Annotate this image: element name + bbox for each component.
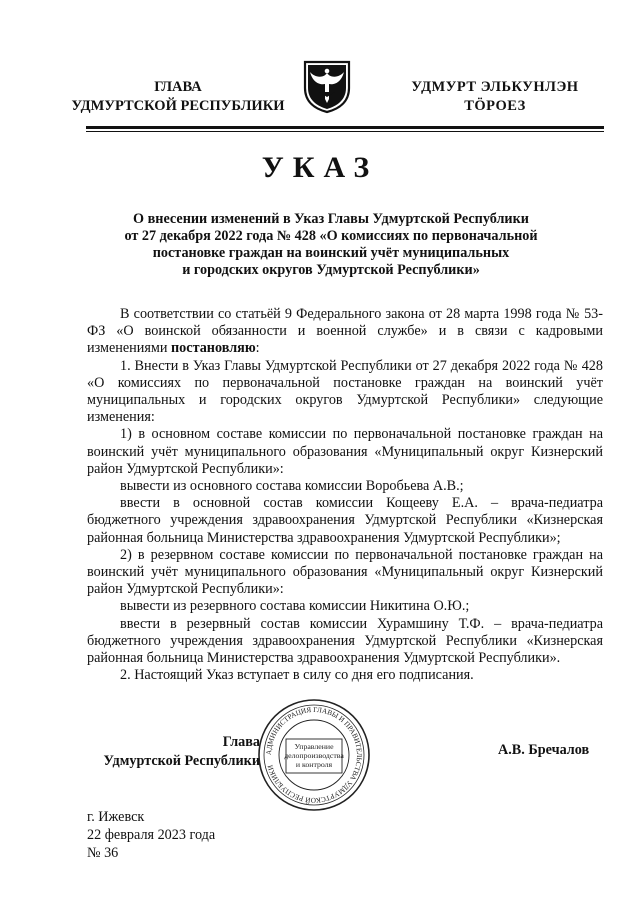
body-paragraph: вывести из основного состава комиссии Воробьева А.В.; xyxy=(120,478,464,495)
seal-center-line3: и контроля xyxy=(295,760,333,769)
signatory-name: А.В. Бречалов xyxy=(498,742,590,758)
body-paragraph: вывести из резервного состава комиссии Никитина О.Ю.; xyxy=(120,598,470,615)
document-type: УКАЗ xyxy=(261,151,379,184)
header-left xyxy=(58,78,298,116)
official-seal xyxy=(256,697,372,813)
title-line: и городских округов Удмуртской Республики» xyxy=(182,262,480,278)
body-paragraph: 2. Настоящий Указ вступает в силу со дня его подписания. xyxy=(120,667,474,684)
header-right xyxy=(385,78,605,116)
header-right-line1: УДМУРТ ЭЛЬКУНЛЭН xyxy=(411,79,579,95)
body-paragraph: ввести в основной состав комиссии Кощееву Е.А. – врача-педиатра бюджетного учреждения здравоохранения Удмуртской Республики «Кизнерская районная больница Министерства здравоохранения Удмуртской Республики»; xyxy=(87,495,603,546)
document-body xyxy=(87,306,603,684)
title-line: О внесении изменений в Указ Главы Удмуртской Республики xyxy=(133,211,529,227)
header-left-line2: УДМУРТСКОЙ РЕСПУБЛИКИ xyxy=(71,98,285,114)
seal-center-line1: Управление xyxy=(294,742,334,751)
header-divider-thick xyxy=(86,126,604,129)
header-left-line1: ГЛАВА xyxy=(154,79,202,95)
body-paragraph: 1) в основном составе комиссии по первоначальной постановке граждан на воинский учёт муниципального образования «Муниципальный округ Кизнерский район Удмуртской Республики»: xyxy=(87,426,603,477)
body-paragraph: 1. Внести в Указ Главы Удмуртской Республики от 27 декабря 2022 года № 428 «О комиссиях по первоначальной постановке граждан на воинский учёт муниципальных и городских округов Удмуртской Республики» следующие изменения: xyxy=(87,357,603,426)
seal-center-line2: делопроизводства xyxy=(284,751,344,760)
footer-date: 22 февраля 2023 года xyxy=(87,827,216,843)
title-line: постановке граждан на воинский учёт муниципальных xyxy=(152,245,510,261)
footer-city: г. Ижевск xyxy=(87,809,145,825)
preamble-text: В соответствии со статьёй 9 Федерального закона от 28 марта 1998 года № 53-ФЗ «О воинской обязанности и военной службе» и в связи с кадровыми изменениями xyxy=(87,306,603,357)
signature-title-line2: Удмуртской Республики xyxy=(103,753,260,769)
preamble-bold: постановляю xyxy=(171,340,256,357)
header-right-line2: ТӦРОЕЗ xyxy=(464,98,526,114)
body-paragraph: ввести в резервный состав комиссии Хурамшину Т.Ф. – врача-педиатра бюджетного учреждения здравоохранения Удмуртской Республики «Кизнерская районная больница Министерства здравоохранения Удмуртской Республики». xyxy=(87,615,603,667)
signature-title xyxy=(85,733,260,771)
footer-number: № 36 xyxy=(87,845,119,861)
title-line: от 27 декабря 2022 года № 428 «О комиссиях по первоначальной xyxy=(124,228,538,244)
preamble-paragraph xyxy=(87,306,603,358)
coat-of-arms-icon xyxy=(299,58,355,114)
document-footer xyxy=(87,808,215,862)
preamble-end: : xyxy=(255,340,260,357)
document-title xyxy=(96,211,566,279)
signature-title-line1: Глава xyxy=(222,734,260,750)
header-divider-thin xyxy=(86,131,604,132)
body-paragraph: 2) в резервном составе комиссии по первоначальной постановке граждан на воинский учёт муниципального образования «Муниципальный округ Кизнерский район Удмуртской Республики»: xyxy=(87,546,603,598)
seal-ring-text: АДМИНИСТРАЦИЯ ГЛАВЫ И ПРАВИТЕЛЬСТВА УДМУРТСКОЙ РЕСПУБЛИКИ xyxy=(264,705,364,805)
